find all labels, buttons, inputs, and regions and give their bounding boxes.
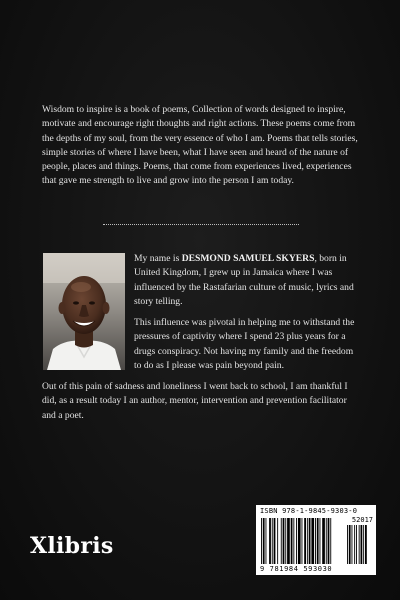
publisher-logo: Xlibris <box>30 533 114 559</box>
author-bio-rest: , born in United Kingdom, I grew up in Jamaica where I was influenced by the Rastafarian culture of music, lyrics and story telling. <box>134 253 354 307</box>
isbn-barcode <box>256 505 376 575</box>
author-portrait-image <box>43 253 125 370</box>
barcode-digits: 9 781984 593030 <box>260 565 333 573</box>
author-bio <box>134 252 360 309</box>
author-name: DESMOND SAMUEL SKYERS <box>181 253 315 264</box>
author-bio-paragraph-2: This influence was pivotal in helping me to withstand the pressures of captivity where I spend 23 plus years for a drugs conspiracy. Not having my family and the freedom to do as I please was pain beyond pain. <box>134 317 355 371</box>
price-code: 52017 <box>351 516 373 524</box>
book-description: Wisdom to inspire is a book of poems, Collection of words designed to inspire, motivate and encourage right thoughts and right actions. These poems come from the depths of my soul, from the very essence of who I am. Poems that tells stories, simple stories of where I have been, what I have seen and heard of the nature of people, places and things. Poems, that come from experiences lived, experiences that gave me strength to live and grow into the person I am today. <box>42 104 358 187</box>
dotted-divider <box>103 224 299 225</box>
author-photo <box>43 253 125 370</box>
isbn-label: ISBN 978-1-9845-9303-0 <box>260 507 358 515</box>
closing-paragraph: Out of this pain of sadness and loneliness I went back to school, I am thankful I did, as a result today I an author, mentor, intervention and prevention facilitator and a poet. <box>42 381 348 421</box>
author-bio-intro: My name is <box>134 253 182 264</box>
